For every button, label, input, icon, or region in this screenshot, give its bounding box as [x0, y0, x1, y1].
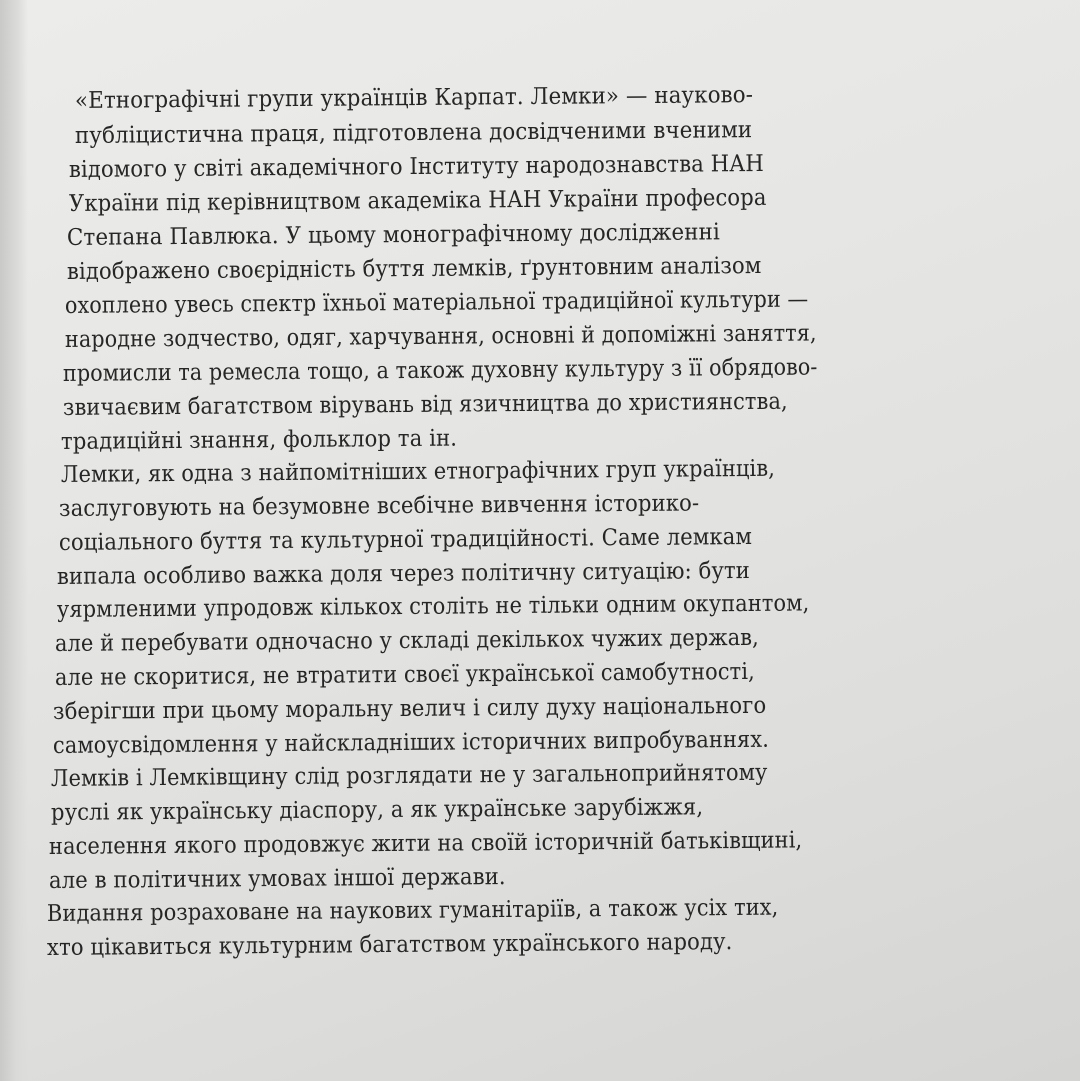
- text-line: звичаєвим багатством вірувань від язичництва до християнства,: [62, 388, 788, 421]
- text-line: але не скоритися, не втратити своєї української самобутності,: [54, 658, 755, 691]
- text-line: але й перебувати одночасно у складі декількох чужих держав,: [54, 624, 759, 657]
- text-line: Лемки, як одна з найпомітніших етнографічних груп українців,: [60, 455, 776, 488]
- annotation-text: [20, 0, 1080, 1081]
- text-line: Видання розраховане на наукових гуманітаріїв, а також усіх тих,: [46, 894, 779, 927]
- text-line: традиційні знання, фольклор та ін.: [60, 425, 458, 455]
- book-page: [20, 0, 1080, 1081]
- text-line: уярмленими упродовж кількох століть не тільки одним окупантом,: [56, 590, 810, 623]
- text-line: зберігши при цьому моральну велич і силу духу національного: [52, 692, 767, 725]
- text-line: відомого у світі академічного Інституту народознавства НАН: [68, 150, 764, 183]
- text-line: відображено своєрідність буття лемків, ґрунтовним аналізом: [66, 252, 762, 285]
- text-line: охоплено увесь спектр їхньої матеріальної традиційної культури —: [64, 286, 809, 319]
- text-line: самоусвідомлення у найскладніших історичних випробуваннях.: [52, 726, 770, 759]
- text-line: України під керівництвом академіка НАН України професора: [68, 184, 767, 217]
- text-line: хто цікавиться культурним багатством українського народу.: [46, 929, 733, 961]
- text-line: випала особливо важка доля через політичну ситуацію: бути: [56, 557, 751, 590]
- text-line: але в політичних умовах іншої держави.: [48, 864, 506, 894]
- text-line: населення якого продовжує жити на своїй історичній батьківщині,: [48, 827, 803, 860]
- text-line: соціального буття та культурної традиційності. Саме лемкам: [58, 523, 753, 556]
- text-line: народне зодчество, одяг, харчування, основні й допоміжні заняття,: [64, 320, 817, 353]
- text-line: промисли та ремесла тощо, а також духовну культуру з її обрядово-: [62, 354, 818, 387]
- text-line: заслуговують на безумовне всебічне вивчення історико-: [58, 490, 700, 522]
- text-line: «Етнографічні групи українців Карпат. Лемки» — науково-: [74, 82, 754, 114]
- text-line: Лемків і Лемківщину слід розглядати не у загальноприйнятому: [50, 759, 768, 792]
- text-line: Степана Павлюка. У цьому монографічному дослідженні: [66, 219, 720, 251]
- text-line: публіцистична праця, підготовлена досвідченими вченими: [74, 117, 753, 149]
- text-line: руслі як українську діаспору, а як українське зарубіжжя,: [50, 794, 704, 826]
